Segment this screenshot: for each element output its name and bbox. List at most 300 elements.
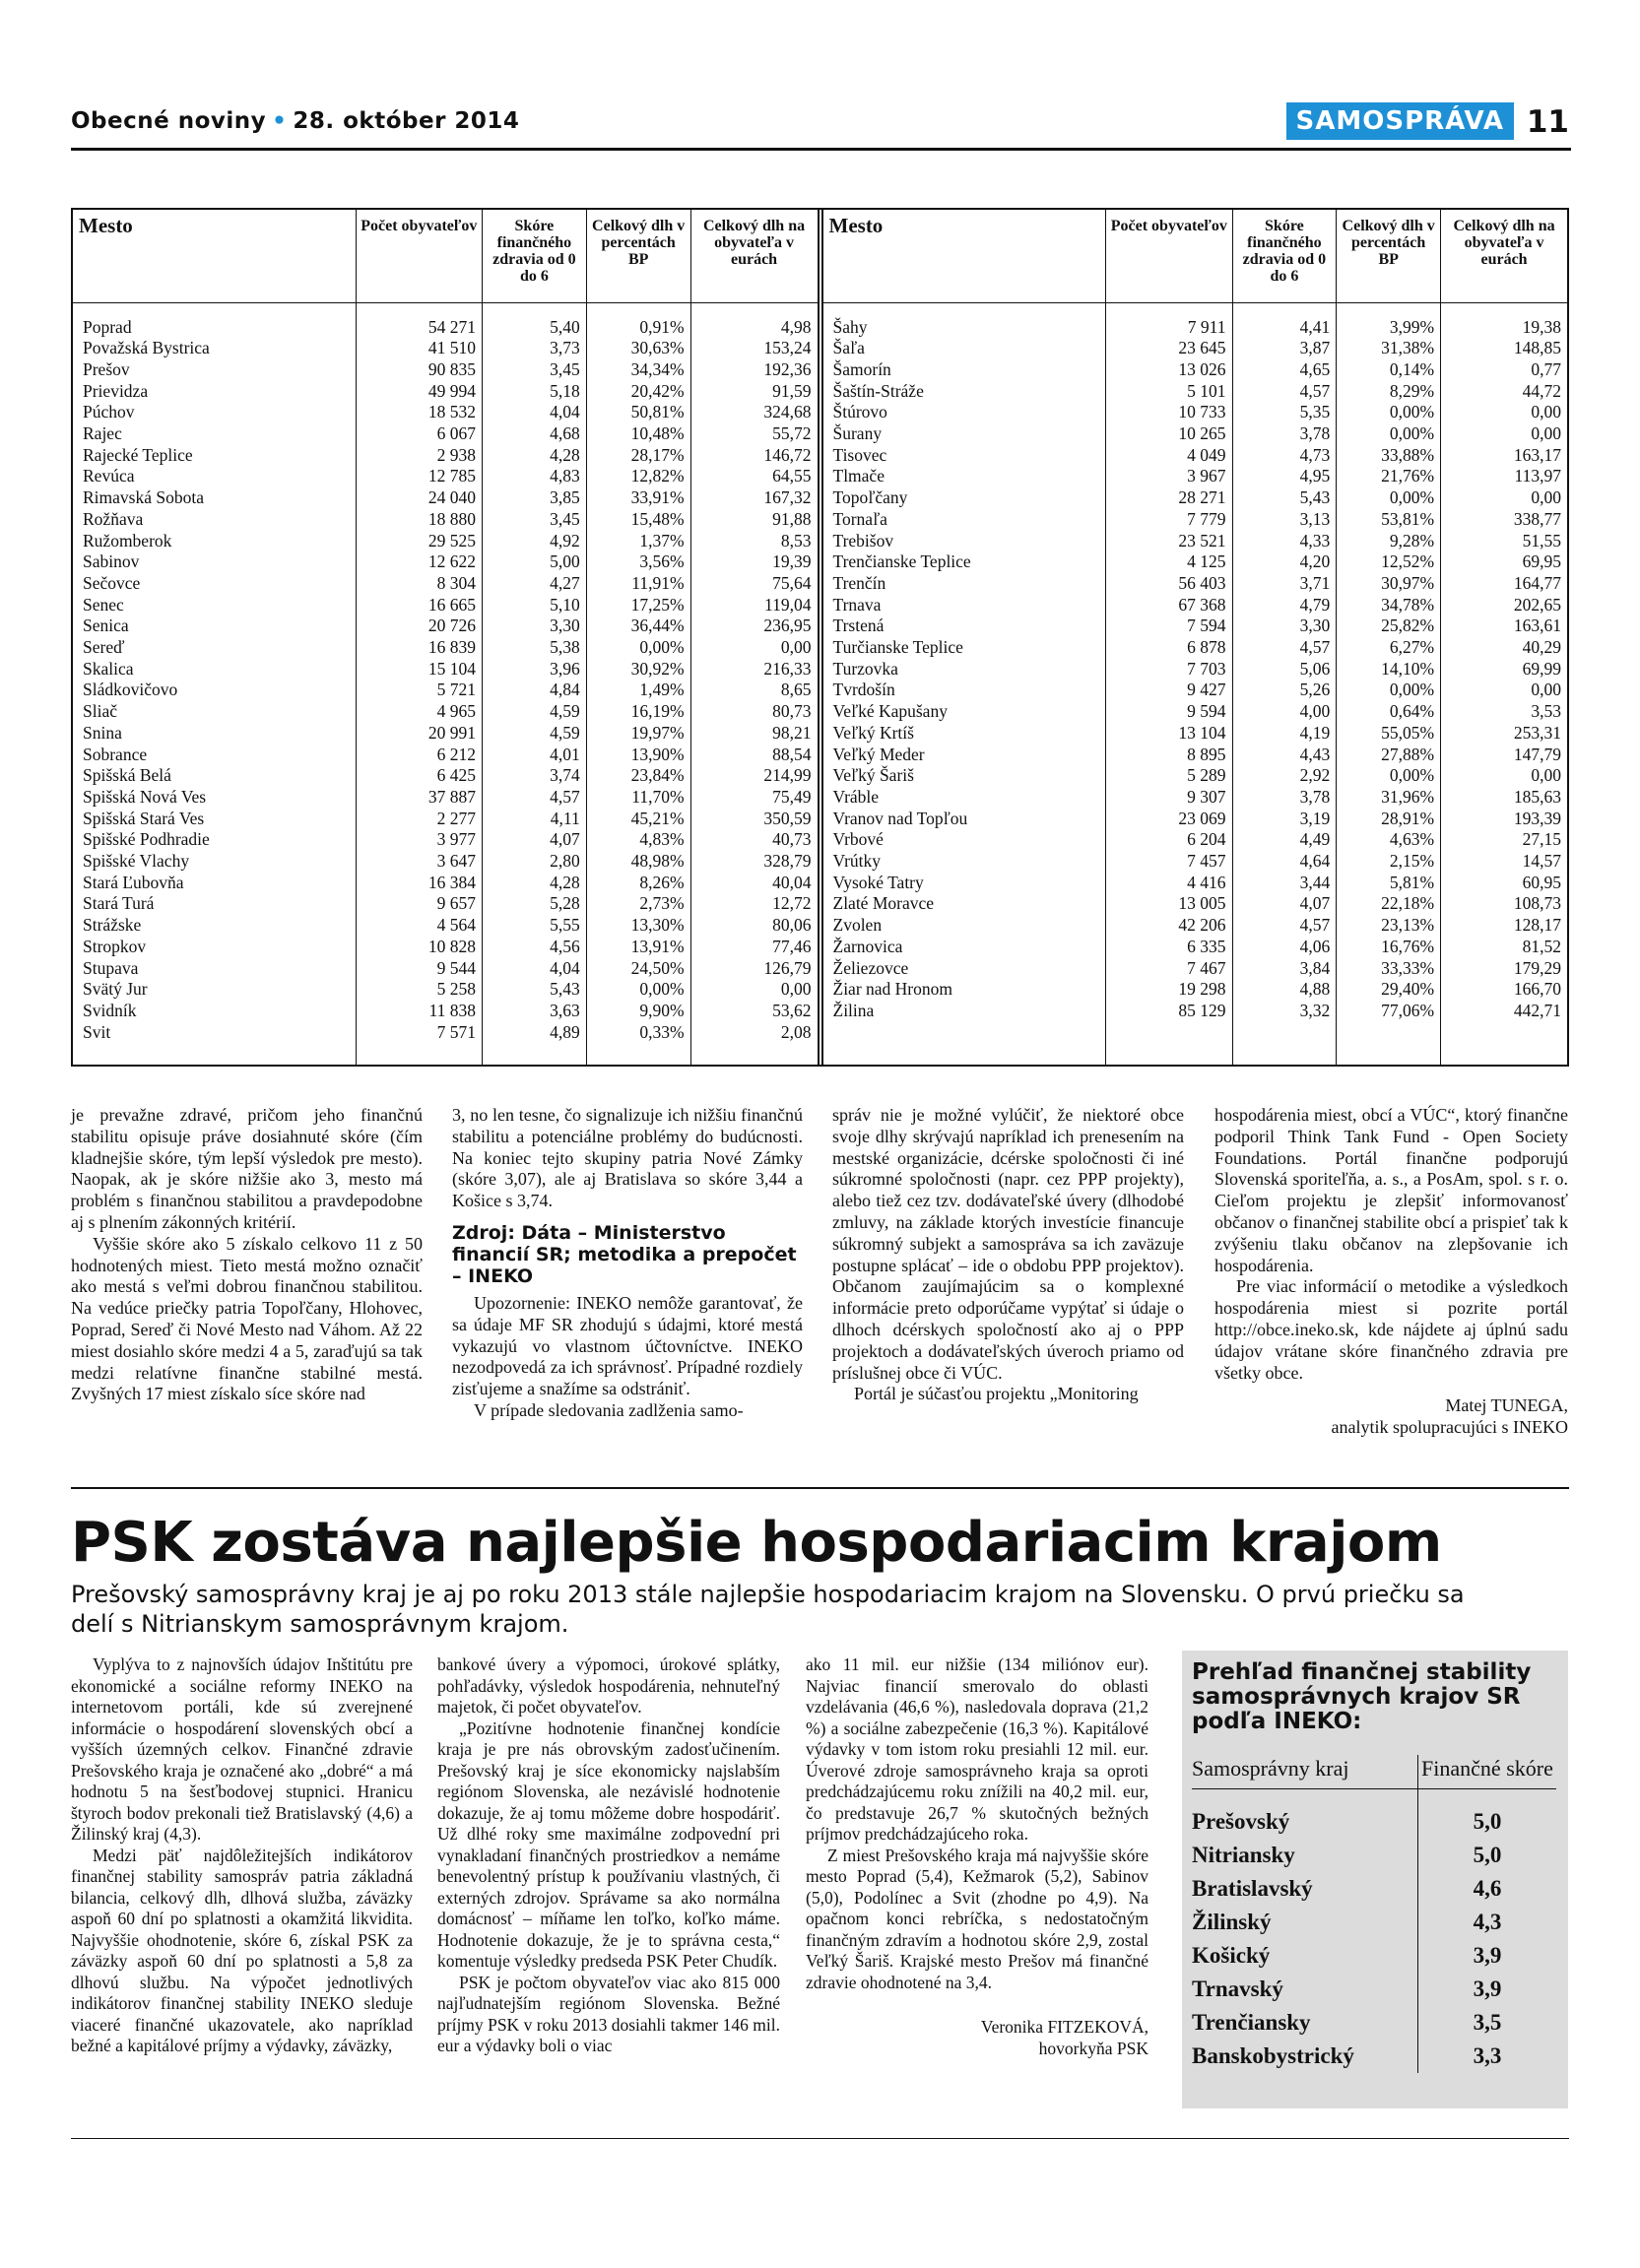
city-name: Prievidza (83, 380, 149, 401)
debt-per-capita: 77,46 (690, 937, 817, 958)
health-score: 4,57 (1232, 637, 1337, 659)
population: 23 069 (1106, 809, 1232, 830)
population: 4 416 (1106, 873, 1232, 894)
column-header-population: Počet obyvateľov (1106, 210, 1232, 302)
table-row (73, 873, 818, 894)
debt-percent: 30,63% (586, 338, 690, 359)
table-row (73, 595, 818, 616)
column-header-debt-percent: Celkový dlh v percentách BP (1337, 210, 1441, 302)
headline: PSK zostáva najlepšie hospodariacim krajom (71, 1511, 1442, 1575)
city-name: Poprad (83, 316, 132, 337)
region-score: 4,3 (1417, 1906, 1556, 1939)
masthead (71, 108, 519, 134)
health-score: 2,80 (483, 851, 587, 873)
debt-percent: 16,76% (1337, 937, 1441, 958)
population: 28 271 (1106, 487, 1232, 509)
paragraph: Z miest Prešovského kraja má najvyššie skóre mesto Poprad (5,4), Kežmarok (5,2), Sabinov (5,0), Podolínec a Svit (zhodne po 4,9). Na opačnom konci rebríčka, s nedostatočným finančným zdravím a hodnotou skóre 2,9, zostal Veľký Šariš. Krajské mesto Prešov má finančné zdravie ohodnotené na 3,4. (806, 1845, 1148, 1992)
table-row (73, 359, 818, 381)
city-name: Sliač (83, 701, 117, 722)
city-name: Považská Bystrica (83, 338, 210, 358)
health-score: 3,84 (1232, 958, 1337, 980)
health-score: 4,43 (1232, 745, 1337, 766)
table-row (823, 937, 1568, 958)
table-row (73, 765, 818, 787)
health-score: 4,11 (483, 809, 587, 830)
table-row (73, 317, 818, 339)
city-name: Rožňava (83, 508, 144, 529)
debt-per-capita: 214,99 (690, 765, 817, 787)
debt-percent: 0,00% (586, 979, 690, 1001)
health-score: 4,07 (483, 829, 587, 851)
debt-percent: 34,34% (586, 359, 690, 381)
city-name: Snina (83, 722, 122, 743)
column-header-score: Skóre finančného zdravia od 0 do 6 (483, 210, 587, 302)
paragraph: Vyššie skóre ako 5 získalo celkovo 11 z 50 hodnotených miest. Tieto mestá možno označiť ako mestá s veľmi dobrou finančnou stabilitou. Na vedúce priečky patria Topoľčany, Hlohovec, Poprad, Sereď či Nové Mesto nad Váhom. Až 22 miest dosiahlo skóre medzi 4 a 5, zaraďujú sa tak medzi relatívne finančne stabilné mestá. Zvyšných 17 miest získalo síce skóre nad (71, 1233, 423, 1404)
city-name: Trenčín (832, 572, 886, 593)
debt-per-capita: 80,06 (690, 915, 817, 937)
health-score: 4,57 (1232, 915, 1337, 937)
health-score: 3,73 (483, 338, 587, 359)
table-row (823, 616, 1568, 637)
health-score: 3,63 (483, 1001, 587, 1022)
table-row (73, 616, 818, 637)
table-row (73, 787, 818, 809)
debt-per-capita: 91,88 (690, 509, 817, 531)
regions-stability-box (1182, 1651, 1568, 2108)
population: 6 878 (1106, 637, 1232, 659)
health-score: 4,04 (483, 958, 587, 980)
city-name: Spišská Nová Ves (83, 786, 207, 807)
region-score: 3,9 (1417, 1973, 1556, 2006)
debt-per-capita: 0,00 (1441, 487, 1567, 509)
debt-per-capita: 19,38 (1441, 317, 1567, 339)
population: 9 594 (1106, 701, 1232, 723)
population: 16 839 (356, 637, 482, 659)
table-row (823, 809, 1568, 830)
city-name: Rajecké Teplice (83, 444, 193, 465)
health-score: 4,57 (483, 787, 587, 809)
table-row (73, 893, 818, 915)
table-row (73, 915, 818, 937)
city-name: Trenčianske Teplice (832, 551, 971, 572)
table-row (823, 680, 1568, 701)
health-score: 3,85 (483, 487, 587, 509)
debt-percent: 12,52% (1337, 551, 1441, 573)
region-score: 3,5 (1417, 2006, 1556, 2040)
debt-per-capita: 163,17 (1441, 445, 1567, 467)
debt-percent: 30,92% (586, 659, 690, 680)
population: 42 206 (1106, 915, 1232, 937)
debt-per-capita: 216,33 (690, 659, 817, 680)
health-score: 4,79 (1232, 595, 1337, 616)
population: 10 828 (356, 937, 482, 958)
health-score: 4,07 (1232, 893, 1337, 915)
region-score: 3,9 (1417, 1939, 1556, 1973)
debt-per-capita: 0,00 (1441, 765, 1567, 787)
debt-per-capita: 3,53 (1441, 701, 1567, 723)
debt-per-capita: 69,99 (1441, 659, 1567, 680)
debt-percent: 55,05% (1337, 723, 1441, 745)
debt-percent: 0,00% (1337, 680, 1441, 701)
health-score: 5,35 (1232, 402, 1337, 423)
source-credit: Zdroj: Dáta – Ministerstvo financií SR; metodika a prepočet – INEKO (452, 1221, 797, 1287)
debt-percent: 31,96% (1337, 787, 1441, 809)
population: 12 785 (356, 466, 482, 487)
health-score: 4,00 (1232, 701, 1337, 723)
debt-percent: 9,28% (1337, 531, 1441, 552)
debt-percent: 0,64% (1337, 701, 1441, 723)
city-name: Púchov (83, 402, 135, 422)
paragraph: „Pozitívne hodnotenie finančnej kondície kraja je pre nás obrovským zadosťučinením. Prešovský kraj je síce ekonomicky najslabším regiónom Slovenska, ale nezávislé hodnotenie dokazuje, že aj tomu môžeme dobre hospodáriť. Už dlhé roky sme maximálne zodpovední pri vynakladaní finančných prostriedkov a nemáme benevolentný prístup k používaniu vlastných, či externých zdrojov. Správame sa ako normálna domácnosť – míňame len toľko, koľko máme. Hodnotenie dokazuje, že je to správna cesta,“ komentuje výsledky predseda PSK Peter Chudík. (437, 1717, 780, 1971)
paragraph: hospodárenia miest, obcí a VÚC“, ktorý finančne podporil Think Tank Fund - Open Society Foundations. Portál finančne podporujú Slovenská sporiteľňa, a. s., a PosAm, spol. s r. o. Cieľom projektu je zlepšiť informovanosť občanov o finančnej stabilite obcí a prispieť tak k zvýšeniu tlaku občanov na zlepšovanie ich hospodárenia. (1214, 1105, 1568, 1275)
population: 2 938 (356, 445, 482, 467)
region-row (1192, 1872, 1556, 1906)
debt-percent: 50,81% (586, 402, 690, 423)
column-header-city: Mesto (823, 210, 1106, 302)
city-name: Sečovce (83, 572, 141, 593)
population: 3 967 (1106, 466, 1232, 487)
population: 15 104 (356, 659, 482, 680)
health-score: 5,06 (1232, 659, 1337, 680)
debt-per-capita: 80,73 (690, 701, 817, 723)
debt-per-capita: 88,54 (690, 745, 817, 766)
table-row (73, 487, 818, 509)
debt-per-capita: 98,21 (690, 723, 817, 745)
debt-per-capita: 60,95 (1441, 873, 1567, 894)
region-row (1192, 1805, 1556, 1839)
section-label: SAMOSPRÁVA (1286, 102, 1514, 140)
separator-dot: • (272, 108, 288, 134)
health-score: 4,84 (483, 680, 587, 701)
debt-percent: 27,88% (1337, 745, 1441, 766)
city-name: Šaľa (832, 338, 865, 358)
health-score: 3,19 (1232, 809, 1337, 830)
population: 20 726 (356, 616, 482, 637)
population: 8 304 (356, 573, 482, 595)
table-header-row (823, 210, 1568, 302)
debt-percent: 11,70% (586, 787, 690, 809)
debt-percent: 0,00% (1337, 402, 1441, 423)
debt-percent: 23,84% (586, 765, 690, 787)
population: 10 733 (1106, 402, 1232, 423)
city-name: Svätý Jur (83, 979, 148, 1000)
table-row (823, 829, 1568, 851)
column-header-score: Finančné skóre (1417, 1755, 1556, 1789)
city-name: Tornaľa (832, 508, 887, 529)
health-score: 3,13 (1232, 509, 1337, 531)
table-row (823, 765, 1568, 787)
debt-per-capita: 40,73 (690, 829, 817, 851)
city-name: Ružomberok (83, 530, 172, 551)
debt-per-capita: 91,59 (690, 381, 817, 403)
table-row (823, 466, 1568, 487)
population: 7 703 (1106, 659, 1232, 680)
table-row (823, 573, 1568, 595)
author-signature (806, 2017, 1148, 2059)
health-score: 4,01 (483, 745, 587, 766)
city-name: Zvolen (832, 915, 883, 936)
author-name: Veronika FITZEKOVÁ, (980, 2017, 1148, 2037)
population: 6 204 (1106, 829, 1232, 851)
population: 37 887 (356, 787, 482, 809)
debt-percent: 0,14% (1337, 359, 1441, 381)
population: 3 647 (356, 851, 482, 873)
table-row (73, 381, 818, 403)
health-score: 4,28 (483, 873, 587, 894)
debt-percent: 0,00% (1337, 487, 1441, 509)
population: 7 467 (1106, 958, 1232, 980)
debt-per-capita: 179,29 (1441, 958, 1567, 980)
table-row (73, 338, 818, 359)
health-score: 3,71 (1232, 573, 1337, 595)
city-name: Senec (83, 594, 124, 615)
debt-per-capita: 4,98 (690, 317, 817, 339)
health-score: 4,92 (483, 531, 587, 552)
debt-per-capita: 14,57 (1441, 851, 1567, 873)
population: 29 525 (356, 531, 482, 552)
region-name: Prešovský (1192, 1809, 1290, 1834)
column-header-debt-per-capita: Celkový dlh na obyvateľa v eurách (1441, 210, 1567, 302)
debt-percent: 10,48% (586, 423, 690, 445)
debt-percent: 19,97% (586, 723, 690, 745)
bottom-rule (71, 2138, 1569, 2139)
debt-per-capita: 75,64 (690, 573, 817, 595)
population: 13 005 (1106, 893, 1232, 915)
table-row (73, 809, 818, 830)
population: 4 049 (1106, 445, 1232, 467)
city-name: Rimavská Sobota (83, 487, 204, 508)
region-name: Trnavský (1192, 1976, 1283, 2001)
health-score: 4,49 (1232, 829, 1337, 851)
table-row (73, 509, 818, 531)
population: 3 977 (356, 829, 482, 851)
region-name: Trenčiansky (1192, 2010, 1311, 2035)
table-row (73, 551, 818, 573)
city-name: Šamorín (832, 358, 891, 379)
city-name: Senica (83, 616, 129, 636)
health-score: 5,43 (1232, 487, 1337, 509)
city-name: Šaštín-Stráže (832, 380, 924, 401)
health-score: 3,96 (483, 659, 587, 680)
city-name: Turčianske Teplice (832, 637, 963, 658)
city-name: Sládkovičovo (83, 680, 178, 700)
population: 12 622 (356, 551, 482, 573)
debt-per-capita: 126,79 (690, 958, 817, 980)
debt-per-capita: 146,72 (690, 445, 817, 467)
city-name: Skalica (83, 658, 134, 679)
debt-per-capita: 0,00 (1441, 402, 1567, 423)
debt-per-capita: 350,59 (690, 809, 817, 830)
debt-percent: 0,33% (586, 1022, 690, 1044)
health-score: 4,65 (1232, 359, 1337, 381)
population: 7 779 (1106, 509, 1232, 531)
debt-percent: 13,91% (586, 937, 690, 958)
city-name: Tlmače (832, 466, 885, 486)
debt-per-capita: 19,39 (690, 551, 817, 573)
city-name: Vranov nad Topľou (832, 808, 968, 828)
debt-percent: 28,17% (586, 445, 690, 467)
population: 24 040 (356, 487, 482, 509)
region-row (1192, 1939, 1556, 1973)
population: 6 212 (356, 745, 482, 766)
table-row (73, 659, 818, 680)
debt-percent: 33,88% (1337, 445, 1441, 467)
table-row (823, 659, 1568, 680)
population: 16 665 (356, 595, 482, 616)
debt-percent: 0,00% (1337, 423, 1441, 445)
debt-per-capita: 128,17 (1441, 915, 1567, 937)
debt-percent: 33,33% (1337, 958, 1441, 980)
table-row (823, 958, 1568, 980)
health-score: 4,68 (483, 423, 587, 445)
city-name: Vrútky (832, 851, 882, 872)
population: 4 564 (356, 915, 482, 937)
health-score: 5,43 (483, 979, 587, 1001)
table-row (73, 745, 818, 766)
debt-percent: 22,18% (1337, 893, 1441, 915)
debt-per-capita: 64,55 (690, 466, 817, 487)
debt-percent: 16,19% (586, 701, 690, 723)
article1-column-1 (71, 1105, 423, 1405)
debt-per-capita: 44,72 (1441, 381, 1567, 403)
health-score: 4,95 (1232, 466, 1337, 487)
debt-percent: 8,26% (586, 873, 690, 894)
column-header-city: Mesto (73, 210, 356, 302)
table-row (73, 937, 818, 958)
table-row (73, 723, 818, 745)
region-name: Banskobystrický (1192, 2043, 1354, 2068)
table-row (73, 851, 818, 873)
column-header-region: Samosprávny kraj (1192, 1755, 1417, 1789)
health-score: 4,04 (483, 402, 587, 423)
table-row (73, 445, 818, 467)
health-score: 5,26 (1232, 680, 1337, 701)
debt-per-capita: 0,00 (1441, 680, 1567, 701)
city-name: Rajec (83, 423, 122, 444)
population: 8 895 (1106, 745, 1232, 766)
city-name: Trebišov (832, 530, 894, 551)
regions-table (1192, 1755, 1556, 2073)
population: 56 403 (1106, 573, 1232, 595)
population: 7 457 (1106, 851, 1232, 873)
column-header-population: Počet obyvateľov (356, 210, 482, 302)
population: 6 067 (356, 423, 482, 445)
city-name: Spišská Belá (83, 765, 171, 786)
debt-per-capita: 2,08 (690, 1022, 817, 1044)
table-row (823, 317, 1568, 339)
table-row (823, 637, 1568, 659)
table-row (823, 723, 1568, 745)
population: 7 571 (356, 1022, 482, 1044)
table-row (823, 745, 1568, 766)
debt-percent: 0,00% (586, 637, 690, 659)
population: 16 384 (356, 873, 482, 894)
region-row (1192, 1973, 1556, 2006)
health-score: 4,59 (483, 701, 587, 723)
table-row (823, 445, 1568, 467)
publication-name: Obecné noviny (71, 108, 267, 134)
debt-per-capita: 202,65 (1441, 595, 1567, 616)
health-score: 5,18 (483, 381, 587, 403)
paragraph: bankové úvery a výpomoci, úrokové splátky, pohľadávky, výsledok hospodárenia, nehnuteľný majetok, či počet obyvateľov. (437, 1654, 780, 1717)
debt-per-capita: 148,85 (1441, 338, 1567, 359)
debt-per-capita: 328,79 (690, 851, 817, 873)
population: 6 335 (1106, 937, 1232, 958)
health-score: 5,28 (483, 893, 587, 915)
city-name: Stará Turá (83, 893, 155, 914)
population: 20 991 (356, 723, 482, 745)
debt-percent: 24,50% (586, 958, 690, 980)
column-header-debt-per-capita: Celkový dlh na obyvateľa v eurách (690, 210, 817, 302)
population: 2 277 (356, 809, 482, 830)
city-name: Šahy (832, 316, 868, 337)
health-score: 4,59 (483, 723, 587, 745)
health-score: 2,92 (1232, 765, 1337, 787)
table-row (73, 958, 818, 980)
population: 11 838 (356, 1001, 482, 1022)
health-score: 3,32 (1232, 1001, 1337, 1022)
author-name: Matej TUNEGA, (1445, 1395, 1568, 1416)
debt-per-capita: 8,53 (690, 531, 817, 552)
debt-percent: 12,82% (586, 466, 690, 487)
table-row (823, 531, 1568, 552)
debt-per-capita: 147,79 (1441, 745, 1567, 766)
city-name: Spišské Vlachy (83, 851, 190, 872)
health-score: 4,20 (1232, 551, 1337, 573)
debt-per-capita: 0,77 (1441, 359, 1567, 381)
debt-percent: 5,81% (1337, 873, 1441, 894)
table-row (823, 551, 1568, 573)
city-name: Vráble (832, 786, 880, 807)
article2-column-2 (437, 1654, 780, 2057)
city-name: Prešov (83, 358, 130, 379)
table-row (823, 509, 1568, 531)
region-name: Bratislavský (1192, 1876, 1313, 1901)
health-score: 5,00 (483, 551, 587, 573)
paragraph: Upozornenie: INEKO nemôže garantovať, že sa údaje MF SR zhodujú s údajmi, ktoré mestá vykazujú vo vlastnom účtovníctve. INEKO nezodpovedá za ich správnosť. Prípadné rozdiely zisťujeme a snažíme sa odstrániť. (452, 1292, 803, 1399)
health-score: 3,44 (1232, 873, 1337, 894)
table-row (73, 402, 818, 423)
health-score: 3,87 (1232, 338, 1337, 359)
health-score: 4,28 (483, 445, 587, 467)
region-name: Košický (1192, 1943, 1271, 1968)
debt-percent: 2,73% (586, 893, 690, 915)
debt-percent: 17,25% (586, 595, 690, 616)
health-score: 3,45 (483, 509, 587, 531)
paragraph: PSK je počtom obyvateľov viac ako 815 000 najľudnatejším regiónom Slovenska. Bežné príjmy PSK v roku 2013 dosiahli takmer 146 mil. eur a výdavky boli o viac (437, 1972, 780, 2055)
debt-per-capita: 55,72 (690, 423, 817, 445)
issue-date: 28. október 2014 (293, 108, 520, 134)
debt-per-capita: 166,70 (1441, 979, 1567, 1001)
debt-percent: 36,44% (586, 616, 690, 637)
section-divider (71, 1487, 1569, 1489)
article1-column-3 (832, 1105, 1184, 1405)
region-row (1192, 1906, 1556, 1939)
city-name: Žiar nad Hronom (832, 979, 952, 1000)
table-row (823, 787, 1568, 809)
city-name: Svit (83, 1021, 111, 1042)
table-row (73, 829, 818, 851)
city-name: Stupava (83, 957, 139, 978)
author-role: analytik spolupracujúci s INEKO (1331, 1417, 1568, 1438)
city-name: Tisovec (832, 444, 887, 465)
population: 9 657 (356, 893, 482, 915)
city-name: Štúrovo (832, 402, 887, 422)
table-row (73, 423, 818, 445)
debt-percent: 1,49% (586, 680, 690, 701)
health-score: 3,30 (1232, 616, 1337, 637)
city-name: Spišská Stará Ves (83, 808, 205, 828)
